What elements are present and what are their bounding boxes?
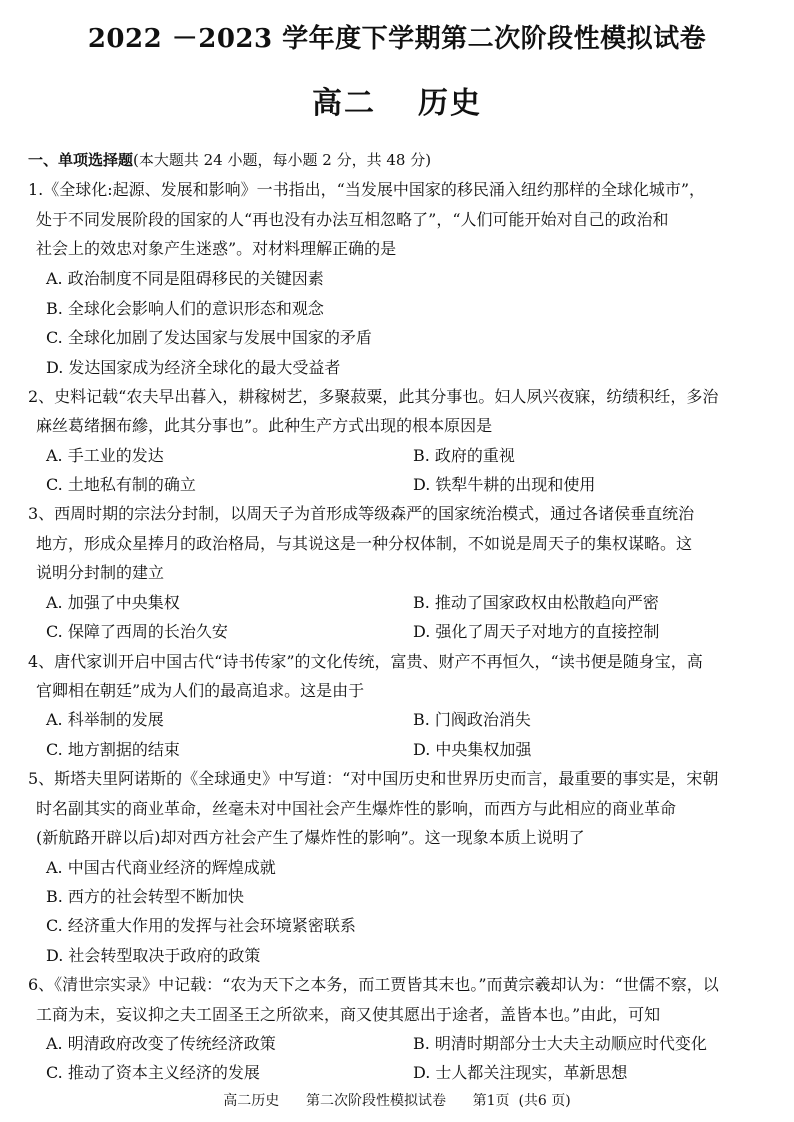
question-1-line-1: 1.《全球化:起源、发展和影响》一书指出，“当发展中国家的移民涌入纽约那样的全球化城市”， — [28, 180, 706, 199]
section-title: 一、单项选择题 — [28, 151, 134, 169]
question-1-line-3: 社会上的效忠对象产生迷惑”。对材料理解正确的是 — [36, 239, 397, 258]
question-6-option-d: D. 士人都关注现实，革新思想 — [413, 1063, 628, 1082]
question-2-option-b: B. 政府的重视 — [413, 446, 515, 465]
question-3-line-1: 3、西周时期的宗法分封制，以周天子为首形成等级森严的国家统治模式，通过各诸侯垂直统治 — [28, 504, 695, 523]
question-4-line-1: 4、唐代家训开启中国古代“诗书传家”的文化传统，富贵、财产不再恒久，“读书便是随身宝，高 — [28, 652, 703, 671]
question-1-option-b: B. 全球化会影响人们的意识形态和观念 — [46, 299, 324, 318]
subject-heading — [0, 78, 794, 122]
question-6-option-a: A. 明清政府改变了传统经济政策 — [46, 1034, 276, 1053]
question-3-option-c: C. 保障了西周的长治久安 — [46, 622, 228, 641]
question-2-line-2: 麻丝葛绪捆布縿，此其分事也”。此种生产方式出现的根本原因是 — [36, 416, 493, 435]
question-1-option-d: D. 发达国家成为经济全球化的最大受益者 — [46, 358, 341, 377]
question-2-option-c: C. 土地私有制的确立 — [46, 475, 196, 494]
section-note: (本大题共 24 小题，每小题 2 分，共 48 分) — [133, 151, 432, 169]
question-5-line-2: 时名副其实的商业革命，丝毫未对中国社会产生爆炸性的影响，而西方与此相应的商业革命 — [36, 799, 677, 818]
question-4-option-b: B. 门阀政治消失 — [413, 710, 531, 729]
question-1-option-c: C. 全球化加剧了发达国家与发展中国家的矛盾 — [46, 328, 372, 347]
question-3-line-3: 说明分封制的建立 — [36, 563, 165, 582]
question-6-line-1: 6、《清世宗实录》中记载：“农为天下之本务，而工贾皆其末也。”而黄宗羲却认为：“世儒不察，以 — [28, 975, 719, 994]
question-4-option-a: A. 科举制的发展 — [46, 710, 164, 729]
section-heading — [28, 149, 431, 170]
question-2-option-d: D. 铁犁牛耕的出现和使用 — [413, 475, 596, 494]
page-footer: 高二历史 第二次阶段性模拟试卷 第1页 (共6 页) — [223, 1093, 571, 1109]
question-5-line-1: 5、斯塔夫里阿诺斯的《全球通史》中写道：“对中国历史和世界历史而言，最重要的事实是，宋朝 — [28, 769, 719, 788]
question-2-line-1: 2、史料记载“农夫早出暮入，耕稼树艺，多聚菽粟，此其分事也。妇人夙兴夜寐，纺绩积纴，多治 — [28, 387, 719, 406]
question-4-option-d: D. 中央集权加强 — [413, 740, 532, 759]
question-3-option-d: D. 强化了周天子对地方的直接控制 — [413, 622, 660, 641]
question-6-option-b: B. 明清时期部分士大夫主动顺应时代变化 — [413, 1034, 707, 1053]
question-4-option-c: C. 地方割据的结束 — [46, 740, 180, 759]
question-4-line-2: 官卿相在朝廷”成为人们的最高追求。这是由于 — [36, 681, 365, 700]
question-5-option-d: D. 社会转型取决于政府的政策 — [46, 946, 261, 965]
question-2-option-a: A. 手工业的发达 — [46, 446, 164, 465]
question-5-option-b: B. 西方的社会转型不断加快 — [46, 887, 244, 906]
question-1-line-2: 处于不同发展阶段的国家的人“再也没有办法互相忽略了”，“人们可能开始对自己的政治和 — [36, 210, 669, 229]
question-3-line-2: 地方，形成众星捧月的政治格局，与其说这是一种分权体制，不如说是周天子的集权谋略。这 — [36, 534, 693, 553]
question-6-line-2: 工商为末，妄议抑之夫工固圣王之所欲来，商又使其愿出于途者，盖皆本也。”由此，可知 — [36, 1005, 661, 1024]
grade-label: 高二 — [312, 86, 376, 121]
question-5-option-c: C. 经济重大作用的发挥与社会环境紧密联系 — [46, 916, 356, 935]
exam-title: 2022 －2023 学年度下学期第二次阶段性模拟试卷 — [87, 24, 707, 54]
question-3-option-a: A. 加强了中央集权 — [46, 593, 180, 612]
question-1-option-a: A. 政治制度不同是阻碍移民的关键因素 — [46, 269, 324, 288]
question-6-option-c: C. 推动了资本主义经济的发展 — [46, 1063, 260, 1082]
question-5-option-a: A. 中国古代商业经济的辉煌成就 — [46, 858, 276, 877]
question-5-line-3: (新航路开辟以后)却对西方社会产生了爆炸性的影响”。这一现象本质上说明了 — [36, 828, 585, 847]
subject-label: 历史 — [418, 86, 482, 121]
question-3-option-b: B. 推动了国家政权由松散趋向严密 — [413, 593, 659, 612]
